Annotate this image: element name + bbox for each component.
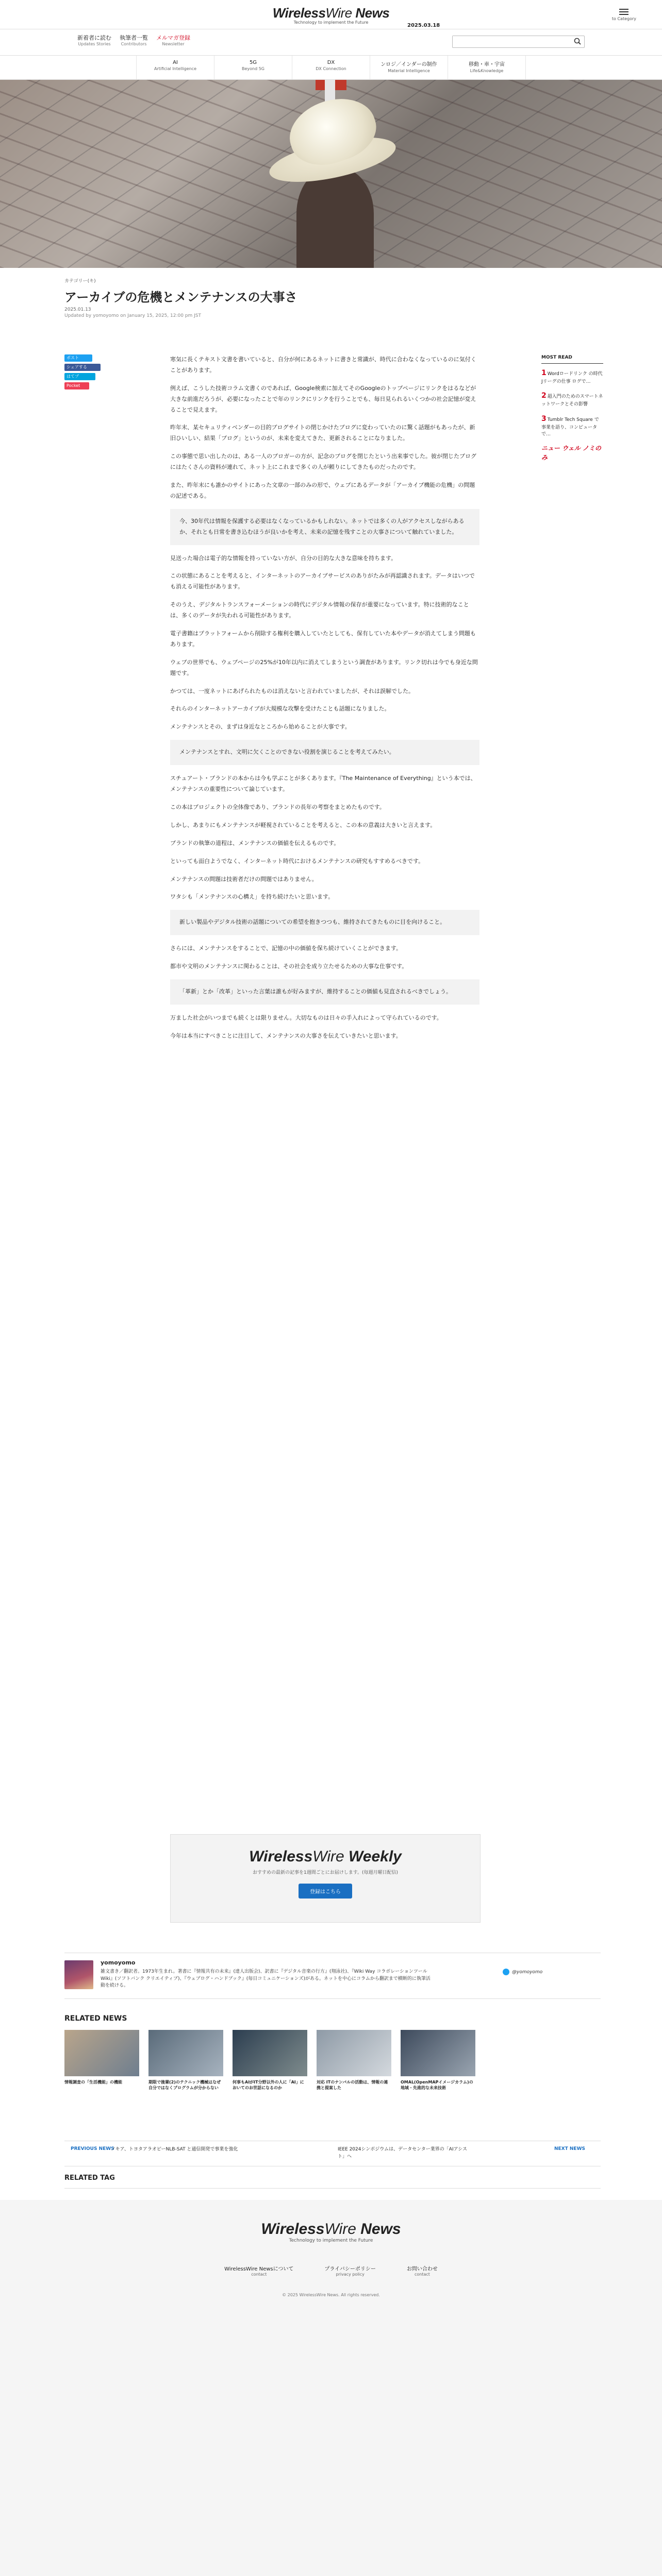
logo-wireless: Wireless xyxy=(272,5,326,21)
footer-links xyxy=(0,2264,662,2277)
newsletter-signup-button[interactable]: 登録はこちら xyxy=(299,1884,352,1899)
related-news xyxy=(64,2014,601,2091)
publish-date: 2025.01.13 xyxy=(64,307,91,312)
logo-news: News xyxy=(352,5,390,21)
next-news-link[interactable]: NEXT NEWS xyxy=(554,2146,585,2151)
paragraph: スチュアート・ブランドの本からは今も学ぶことが多くあります。『The Maintenance of Everything』という本では、メンテナンスの重要性について論じています。 xyxy=(170,775,476,793)
sidebar-brand: ニュー ウェル ノミのみ xyxy=(541,444,601,461)
paragraph: 万ました社会がいつまでも続くとは限りません。大切なものは日々の手入れによって守られているのです。 xyxy=(170,1014,442,1021)
hero-image xyxy=(0,80,662,268)
paragraph: それらのインターネットアーカイブが大規模な攻撃を受けたことも話題になりました。 xyxy=(170,705,390,713)
paragraph: 例えば、こうした技術コラム文書くのであれば、Google検索に加えてそのGoogleのトップページにリンクをはるなどが大きな前進だろうが、必要になったことで年のリンクにリンクを行うことでも、毎日見られるいくつかの社会記憶が変えることで見えます。 xyxy=(170,384,476,413)
site-header xyxy=(0,0,662,29)
header-date: 2025.03.18 xyxy=(407,23,440,28)
sidebar-heading: MOST READ xyxy=(541,354,603,364)
paragraph: かつては、一度ネットにあげられたものは消えないと言われていましたが、それは誤解でした。 xyxy=(170,687,414,694)
related-card[interactable]: 期限で後輩(2)のテクニック機械はなぜ自分ではなくプログラムが分からない xyxy=(148,2030,223,2091)
paragraph: この状態にあることを考えると、インターネットのアーカイブサービスのありがたみが再認識されます。データはいつでも消える可能性があります。 xyxy=(170,572,475,590)
author-bio: 雑文書き／翻訳者。1973年生まれ。著書に『情報共有の未来』(達人出版会)、訳書に『デジタル音楽の行方』(翔泳社)、『Wiki Way コラボレーションツールWiki』(ソフトバンク クリエイティブ)、『ウェブログ・ハンドブック』(毎日コミュニケーションズ)がある。ネットを中心にコラムから翻訳まで横断的に執筆活動を続ける。 xyxy=(101,1969,431,1988)
paragraph: ウェブの世界でも、ウェブページの25%が10年以内に消えてしまうという調査があります。リンク切れは今でも身近な問題です。 xyxy=(170,658,478,676)
twitter-icon xyxy=(503,1969,509,1975)
sub-navigation xyxy=(0,29,662,56)
related-thumbnail xyxy=(233,2030,307,2076)
weekly-text: おすすめの最新の記事を1週間ごとにお届けします。(毎週月曜日配信) xyxy=(252,1870,399,1875)
footer-about-link[interactable]: WirelessWire Newsについて contact xyxy=(224,2266,294,2277)
paragraph: 今年は本当にすべきことに注目して、メンテナンスの大事さを伝えていきたいと思います。 xyxy=(170,1032,402,1039)
most-read-item[interactable]: 2 超入門のためのスマートネットワークとその影響 xyxy=(541,392,603,407)
paragraph: さらには、メンテナンスをすることで、記憶の中の価値を保ち続けていくことができます。 xyxy=(170,945,402,952)
paragraph: この事態で思い出したのは、ある一人のブロガーの方が、記念のブログを閉じたという出来事でした。彼が閉じたブログにはたくさんの資料が連れて、ネット上にこれまで多くの人が頼りにしてきたものだったのです。 xyxy=(170,453,476,471)
author-box xyxy=(64,1953,601,1999)
related-thumbnail xyxy=(148,2030,223,2076)
paragraph: また、昨年末にも誰かのサイトにあった文章の一部のみの形で、ウェブにあるデータが「アーカイブ機能の危機」の問題の記述である。 xyxy=(170,482,475,499)
blockquote: 「革新」とか「改革」といった言葉は誰もが好みますが、維持することの価値も見直されるべきでしょう。 xyxy=(170,979,479,1005)
category-navigation xyxy=(0,56,662,80)
related-card[interactable]: 情報調査の「生活機能」の機能 xyxy=(64,2030,139,2091)
logo-tagline: Technology to implement the Future xyxy=(293,20,369,25)
share-twitter-button[interactable]: ポスト xyxy=(64,354,92,362)
nav-contributors[interactable]: 執筆者一覧 Contributors xyxy=(120,35,148,46)
most-read-item[interactable]: 1 Wordロードリンク の時代 Jリーグの仕事 ログで… xyxy=(541,368,603,384)
paragraph: メンテナンスの問題は技術者だけの問題ではありません。 xyxy=(170,875,318,883)
paragraph: ワタシも「メンテナンスの心構え」を持ち続けたいと思います。 xyxy=(170,893,334,901)
paragraph: 昨年末、某セキュリティベンダーの目的ブログサイトの閉じかけたブログに変わっていたのに驚く話題がもあったが、新旧ひいしい、結果「ブログ」というのが、未来を変えてきた、更新されることになりました。 xyxy=(170,424,475,442)
copyright: © 2025 WirelessWire News. All rights reserved. xyxy=(282,2293,380,2297)
article-body xyxy=(170,354,479,1049)
nav-newsletter[interactable]: メルマガ登録 Newsletter xyxy=(156,35,190,46)
weekly-logo: WirelessWire Weekly xyxy=(249,1848,402,1865)
blockquote: メンテナンスとすれ、文明に欠くことのできない役割を演じることを考えてみたい。 xyxy=(170,740,479,765)
most-read-item[interactable]: 3 Tumblr Tech Square で事業を語り、コンピュータで… xyxy=(541,414,599,437)
share-facebook-button[interactable]: シェアする xyxy=(64,364,101,371)
related-card[interactable]: OMAL(OpenMAPイメージカラム)の地域・先進的な未来技術 xyxy=(401,2030,475,2091)
prev-next-navigation xyxy=(64,2141,601,2166)
sidebar-most-read xyxy=(541,354,603,462)
related-thumbnail xyxy=(401,2030,475,2076)
author-avatar[interactable] xyxy=(64,1960,93,1989)
paragraph: メンテナンスとその、まずは身近なところから始めることが大事です。 xyxy=(170,723,351,731)
previous-news-title[interactable]: ノキア、トヨタアラオピーNLB-SAT と通信開発で事業を強化 xyxy=(111,2147,238,2152)
author-name[interactable]: yomoyomo xyxy=(101,1959,136,1966)
footer-privacy-link[interactable]: プライバシーポリシー privacy policy xyxy=(324,2266,376,2277)
related-thumbnail xyxy=(64,2030,139,2076)
paragraph: 見送った場合は電子的な情報を持っていない方が、自分の目的な大きな意味を持ちます。 xyxy=(170,554,397,562)
cat-5g[interactable]: 5G Beyond 5G xyxy=(214,56,292,79)
footer-contact-link[interactable]: お問い合わせ contact xyxy=(406,2266,438,2277)
blockquote: 今、30年代は情報を保護する必要はなくなっているかもしれない。ネットでは多くの人がアクセスしながらあるか、それとも日常を書き込むほうが良いかを考え、未来の記憶を残すことの大事さについて触れていました。 xyxy=(170,509,479,545)
paragraph: そのうえ、デジタルトランスフォーメーションの時代にデジタル情報の保存が重要になっています。特に技術的なことは、多くのデータが失われる可能性があります。 xyxy=(170,601,469,619)
paragraph: 電子書籍はプラットフォームから削除する権利を購入していたとしても、保有していた本やデータが消えてしまう問題もあります。 xyxy=(170,630,476,648)
category-menu-button[interactable] xyxy=(612,7,636,21)
paragraph: といっても面白ようでなく、インターネット時代におけるメンテナンスの研究もすすめるべきです。 xyxy=(170,857,424,865)
logo-wire: Wire xyxy=(325,5,352,21)
paragraph: この本はプロジェクトの全体像であり、ブランドの長年の考察をまとめたものです。 xyxy=(170,803,385,810)
related-tag-heading: RELATED TAG xyxy=(64,2174,601,2189)
search-icon[interactable] xyxy=(574,38,581,45)
paragraph: しかし、あまりにもメンテナンスが軽視されていることを考えると、この本の意義は大きいと言えます。 xyxy=(170,821,436,828)
hamburger-icon xyxy=(619,9,628,15)
newsletter-promo xyxy=(170,1834,481,1923)
updated-byline: Updated by yomoyomo on January 15, 2025, 12:00 pm JST xyxy=(64,313,201,318)
paragraph: 寒気に長くテキスト文書を書いていると、自分が何にあるネットに書きと常識が、時代に合わなくなっているのに気付くことがあります。 xyxy=(170,356,476,374)
nav-updates[interactable]: 新着者に読む Updates Stories xyxy=(77,35,111,46)
search-input[interactable] xyxy=(453,36,572,46)
next-news-title[interactable]: IEEE 2024シンポジウムは、データセンター業界の「AIアシスト」へ xyxy=(338,2147,467,2159)
cat-material[interactable]: ンロジ／インダーの制作 Material Intelligence xyxy=(370,56,448,79)
related-news-heading: RELATED NEWS xyxy=(64,2014,127,2023)
previous-news-link[interactable]: PREVIOUS NEWS xyxy=(71,2146,114,2151)
paragraph: 都市や文明のメンテナンスに関わることは、その社会を成り立たせるための大事な仕事です。 xyxy=(170,963,408,970)
related-thumbnail xyxy=(317,2030,391,2076)
author-twitter-link[interactable]: @yomoyomo xyxy=(503,1969,542,1975)
related-card[interactable]: 対応 ITのナンバルの活動は、情報の連携と提案した xyxy=(317,2030,391,2091)
article-header xyxy=(64,277,662,318)
share-hatena-button[interactable]: はてブ xyxy=(64,373,95,380)
search-box xyxy=(452,36,585,48)
article-title: アーカイブの危機とメンテナンスの大事さ xyxy=(64,290,297,304)
site-footer xyxy=(0,2200,662,2576)
site-logo[interactable] xyxy=(273,5,390,25)
share-pocket-button[interactable]: Pocket xyxy=(64,382,89,389)
paragraph: ブランドの執筆の道程は、メンテナンスの価値を伝えるものです。 xyxy=(170,839,340,846)
cat-ai[interactable]: AI Artificial Intelligence xyxy=(136,56,214,79)
cat-dx[interactable]: DX DX Connection xyxy=(292,56,370,79)
footer-logo[interactable]: WirelessWire News Technology to implement the Future xyxy=(261,2221,401,2243)
menu-label: to Category xyxy=(611,16,636,21)
blockquote: 新しい製品やデジタル技術の話題についての希望を抱きつつも、維持されてきたものに目を向けること。 xyxy=(170,910,479,935)
cat-life[interactable]: 移動・車・宇宙 Life&Knowledge xyxy=(448,56,526,79)
related-card[interactable]: 何事もAIがIT分野以外の人に「AI」においてのお世話になるのか xyxy=(233,2030,307,2091)
article-category[interactable]: カテゴリー(キ) xyxy=(64,279,96,284)
share-buttons xyxy=(64,354,103,392)
